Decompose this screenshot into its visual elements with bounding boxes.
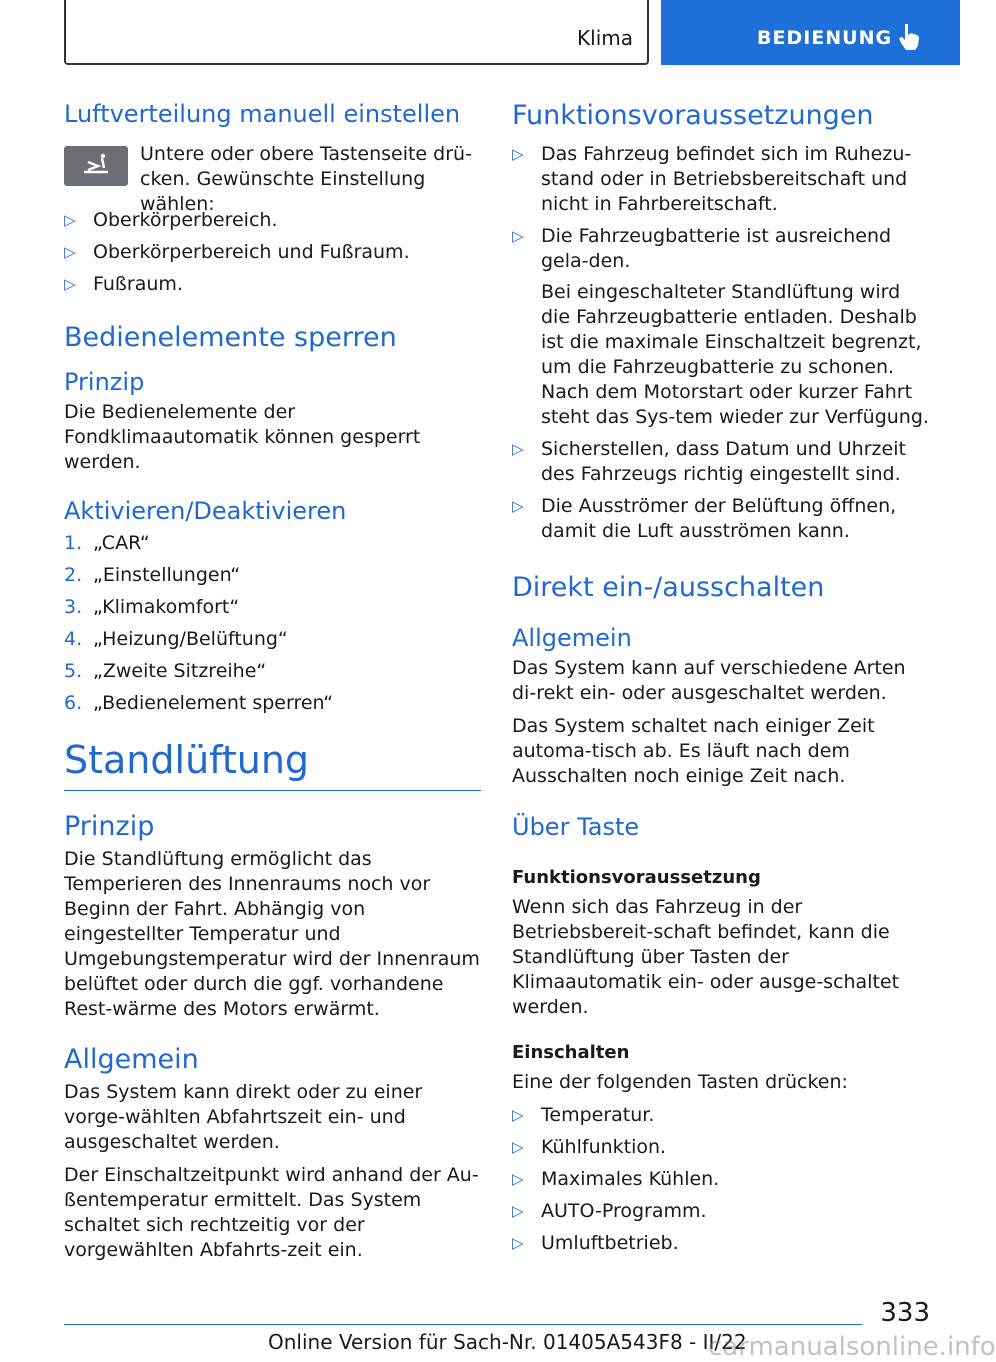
- list-item: [64, 691, 481, 716]
- list-item: [64, 627, 481, 652]
- bullet-marker: ▷: [64, 211, 76, 229]
- luftverteilung-list: [64, 208, 481, 297]
- sperren-prinzip-text: Die Bedienelemente der Fondklimaautomatik können gesperrt werden.: [64, 401, 421, 473]
- step-number: 2.: [64, 564, 83, 586]
- bullet-marker: ▷: [512, 497, 524, 515]
- header-chapter-title: BEDIENUNG: [757, 27, 893, 49]
- bullet-marker: ▷: [512, 227, 524, 245]
- step-text: „Einstellungen“: [93, 564, 241, 586]
- standlueftung-heading: Standlüftung: [64, 736, 481, 791]
- funktion-heading: Funktionsvoraussetzungen: [512, 100, 874, 131]
- direkt-p1: Das System kann auf verschiedene Arten di-rekt ein- oder ausgeschaltet werden.: [512, 657, 906, 704]
- list-item-text: Maximales Kühlen.: [541, 1168, 720, 1190]
- standlueftung-allgemein-p2: Der Einschaltzeitpunkt wird anhand der Au-ßentemperatur ermittelt. Das System schaltet sich rechtzeitig vor der vorgewählten Abfahrts-zeit ein.: [64, 1164, 479, 1261]
- list-item-text: AUTO-Programm.: [541, 1200, 707, 1222]
- list-item-text: Fußraum.: [93, 273, 183, 295]
- step-number: 5.: [64, 660, 83, 682]
- bullet-marker: ▷: [512, 145, 524, 163]
- taste-fv-text: Wenn sich das Fahrzeug in der Betriebsbereit-schaft befindet, kann die Standlüftung über Tasten der Klimaautomatik ein- oder ausge-schaltet werden.: [512, 896, 900, 1018]
- list-item: [64, 240, 481, 265]
- bullet-marker: ▷: [512, 1106, 524, 1124]
- list-item-text: Temperatur.: [541, 1104, 655, 1126]
- watermark: carmanualsonline.info: [708, 1332, 996, 1362]
- page-number: 333: [880, 1298, 930, 1328]
- header-section-box: [64, 0, 649, 65]
- step-text: „Klimakomfort“: [93, 596, 240, 618]
- taste-list: [512, 1103, 932, 1256]
- bullet-marker: ▷: [512, 1170, 524, 1188]
- step-number: 4.: [64, 628, 83, 650]
- luftverteilung-heading: Luftverteilung manuell einstellen: [64, 100, 461, 128]
- list-item: [64, 659, 481, 684]
- air-distribution-icon: [64, 146, 128, 186]
- step-text: „CAR“: [93, 532, 150, 554]
- right-column: [512, 98, 932, 1256]
- list-item: [512, 1135, 932, 1160]
- bullet-marker: ▷: [64, 275, 76, 293]
- taste-ein-heading: Einschalten: [512, 1042, 630, 1063]
- taste-heading: Über Taste: [512, 813, 640, 841]
- sperren-aktiv-heading: Aktivieren/Deaktivieren: [64, 497, 347, 525]
- list-item-text: Die Ausströmer der Belüftung öffnen, damit die Luft ausströmen kann.: [541, 495, 897, 542]
- list-item-text: Das Fahrzeug befindet sich im Ruhezu-stand oder in Betriebsbereitschaft und nicht in Fahrbereitschaft.: [541, 143, 912, 215]
- list-item: [64, 208, 481, 233]
- air-distribution-button-image: [64, 146, 128, 186]
- step-number: 3.: [64, 596, 83, 618]
- bullet-marker: ▷: [512, 1234, 524, 1252]
- list-item: [64, 272, 481, 297]
- footer-online-version: Online Version für Sach-Nr. 01405A543F8 - II/22: [268, 1330, 747, 1354]
- direkt-heading: Direkt ein-/ausschalten: [512, 572, 825, 603]
- step-number: 6.: [64, 692, 83, 714]
- luftverteilung-section: [64, 98, 481, 318]
- direkt-p2: Das System schaltet nach einiger Zeit automa-tisch ab. Es läuft nach dem Ausschalten noch einige Zeit nach.: [512, 715, 875, 787]
- bullet-marker: ▷: [512, 440, 524, 458]
- list-item: [64, 595, 481, 620]
- sperren-steps: [64, 531, 481, 716]
- standlueftung-allgemein-heading: Allgemein: [64, 1044, 199, 1075]
- taste-fv-heading: Funktionsvoraussetzung: [512, 867, 761, 888]
- left-column: [64, 98, 481, 1263]
- list-item: [512, 224, 932, 430]
- list-item-text: Oberkörperbereich und Fußraum.: [93, 241, 410, 263]
- step-text: „Heizung/Belüftung“: [93, 628, 288, 650]
- standlueftung-prinzip-text: Die Standlüftung ermöglicht das Temperieren des Innenraums noch vor Beginn der Fahrt. Abhängig von eingestellter Temperatur und Umgebungstemperatur wird der Innenraum belüftet oder durch die ggf. vorhandene Rest-wärme des Motors erwärmt.: [64, 848, 480, 1020]
- standlueftung-prinzip-heading: Prinzip: [64, 811, 155, 842]
- header-section-title: Klima: [577, 26, 633, 50]
- standlueftung-allgemein-p1: Das System kann direkt oder zu einer vorge-wählten Abfahrtszeit ein- und ausgeschaltet werden.: [64, 1081, 423, 1153]
- header-chapter-tab: [661, 0, 960, 65]
- list-item: [512, 1231, 932, 1256]
- list-item-text: Die Fahrzeugbatterie ist ausreichend gela-den.: [541, 225, 892, 272]
- list-item: [512, 437, 932, 487]
- bullet-marker: ▷: [64, 243, 76, 261]
- list-item: [512, 142, 932, 217]
- list-item-text: Sicherstellen, dass Datum und Uhrzeit des Fahrzeugs richtig eingestellt sind.: [541, 438, 906, 485]
- step-text: „Bedienelement sperren“: [93, 692, 334, 714]
- list-item-text: Oberkörperbereich.: [93, 209, 278, 231]
- bullet-marker: ▷: [512, 1202, 524, 1220]
- sperren-prinzip-heading: Prinzip: [64, 368, 145, 396]
- pointing-hand-icon: [896, 22, 922, 52]
- list-item: [512, 1103, 932, 1128]
- step-number: 1.: [64, 532, 83, 554]
- list-item-text: Kühlfunktion.: [541, 1136, 667, 1158]
- luftverteilung-instruction: Untere oder obere Tastenseite drü-cken. Gewünschte Einstellung wählen:: [140, 143, 472, 215]
- list-item: [512, 494, 932, 544]
- step-text: „Zweite Sitzreihe“: [93, 660, 267, 682]
- list-item: [64, 563, 481, 588]
- list-item: [512, 1199, 932, 1224]
- sperren-heading: Bedienelemente sperren: [64, 322, 397, 353]
- funktion-list: [512, 142, 932, 544]
- list-item: [512, 1167, 932, 1192]
- taste-ein-text: Eine der folgenden Tasten drücken:: [512, 1071, 848, 1093]
- list-item-text: Umluftbetrieb.: [541, 1232, 679, 1254]
- list-item: [64, 531, 481, 556]
- direkt-allgemein-heading: Allgemein: [512, 624, 632, 652]
- battery-note: Bei eingeschalteter Standlüftung wird die Fahrzeugbatterie entladen. Deshalb ist die maximale Einschaltzeit begrenzt, um die Fahrzeugbatterie zu schonen. Nach dem Motorstart oder kurzer Fahrt steht das Sys-tem wieder zur Verfügung.: [541, 281, 929, 428]
- footer-divider: [64, 1324, 862, 1325]
- bullet-marker: ▷: [512, 1138, 524, 1156]
